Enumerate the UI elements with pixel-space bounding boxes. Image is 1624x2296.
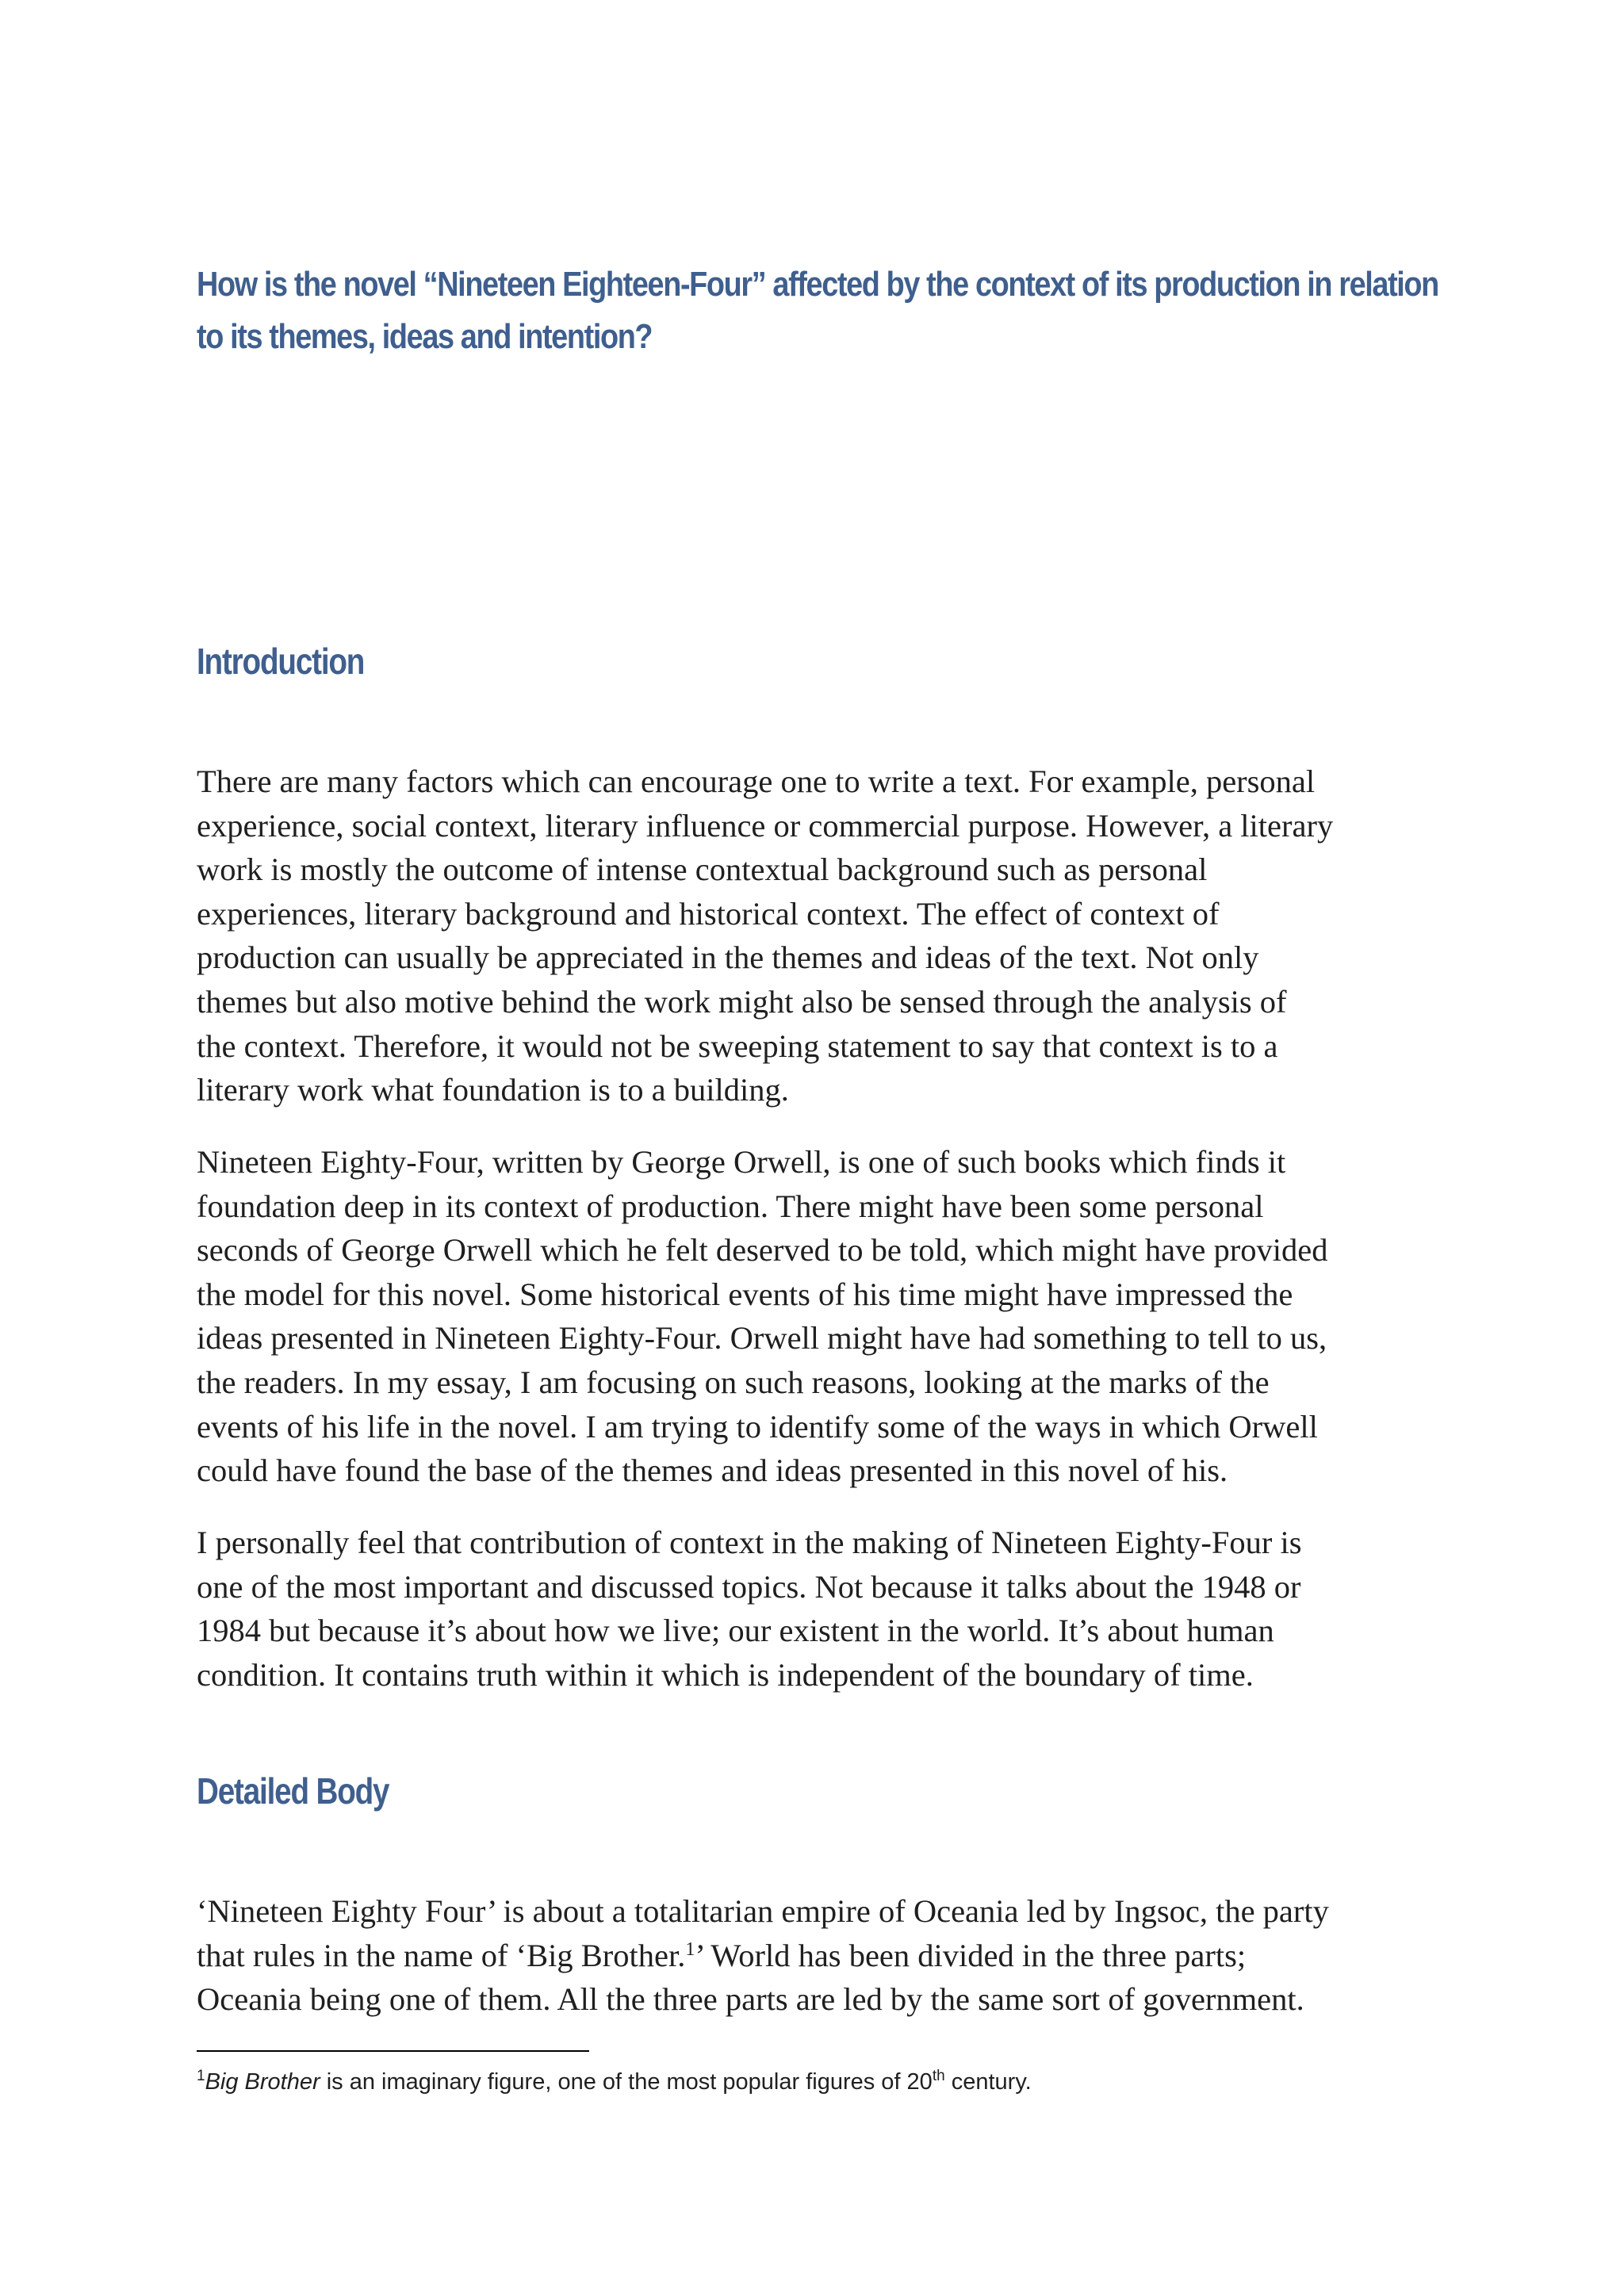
paragraph-line: could have found the base of the themes and ideas presented in this novel of his. [197,1452,1228,1489]
paragraph-line: the readers. In my essay, I am focusing on such reasons, looking at the marks of the [197,1364,1270,1400]
paragraph-line: condition. It contains truth within it which is independent of the boundary of time. [197,1656,1254,1693]
paragraph-line: Oceania being one of them. All the three parts are led by the same sort of government. [197,1981,1304,2018]
footnote [197,2064,1032,2099]
paragraph-text: that rules in the name of ‘Big Brother. [197,1937,686,1973]
paragraph-line [197,1934,1434,1978]
detailed-body-heading: Detailed Body [197,1770,389,1812]
paragraph-line: ideas presented in Nineteen Eighty-Four. Orwell might have had something to tell to us, [197,1320,1327,1357]
paragraph-line: Nineteen Eighty-Four, written by George Orwell, is one of such books which finds it [197,1144,1286,1180]
footnote-ordinal-suffix: th [932,2068,945,2084]
paragraph-line: literary work what foundation is to a building. [197,1072,789,1108]
paragraph-line: one of the most important and discussed topics. Not because it talks about the 1948 or [197,1568,1301,1605]
body-paragraph-1 [197,1889,1434,2022]
title-line-1: How is the novel “Nineteen Eighteen-Four” affected by the context of its production in relation [197,265,1438,304]
paragraph-line: 1984 but because it’s about how we live; our existent in the world. It’s about human [197,1613,1274,1649]
paragraph-line: themes but also motive behind the work might also be sensed through the analysis of [197,983,1287,1020]
intro-paragraph-3 [197,1521,1434,1697]
introduction-heading: Introduction [197,641,365,682]
paragraph-text: ’ World has been divided in the three parts; [695,1937,1247,1973]
paragraph-line: I personally feel that contribution of context in the making of Nineteen Eighty-Four is [197,1525,1302,1560]
paragraph-line: the model for this novel. Some historical events of his time might have impressed the [197,1276,1293,1312]
paragraph-line: foundation deep in its context of production. There might have been some personal [197,1188,1264,1224]
footnote-text-end: century. [944,2069,1032,2095]
footnote-term: Big Brother [205,2069,320,2095]
paragraph-line: experiences, literary background and historical context. The effect of context of [197,895,1220,932]
footnote-separator [197,2050,589,2052]
footnote-reference[interactable]: 1 [685,1938,695,1960]
paragraph-line: production can usually be appreciated in the themes and ideas of the text. Not only [197,939,1259,976]
essay-question-title [197,258,1438,363]
paragraph-line: events of his life in the novel. I am trying to identify some of the ways in which Orwell [197,1408,1318,1445]
paragraph-line: There are many factors which can encourage one to write a text. For example, personal [197,763,1316,799]
footnote-marker: 1 [197,2068,205,2084]
footnote-text: is an imaginary figure, one of the most popular figures of 20 [320,2069,933,2095]
intro-paragraph-1 [197,760,1434,1112]
paragraph-line: seconds of George Orwell which he felt deserved to be told, which might have provided [197,1232,1328,1269]
paragraph-line: work is mostly the outcome of intense contextual background such as personal [197,851,1208,888]
paragraph-line: experience, social context, literary influence or commercial purpose. However, a literary [197,807,1334,844]
paragraph-line: the context. Therefore, it would not be sweeping statement to say that context is to a [197,1027,1278,1064]
paragraph-line: ‘Nineteen Eighty Four’ is about a totalitarian empire of Oceania led by Ingsoc, the party [197,1893,1329,1929]
intro-paragraph-2 [197,1140,1434,1493]
title-line-2: to its themes, ideas and intention? [197,317,653,356]
